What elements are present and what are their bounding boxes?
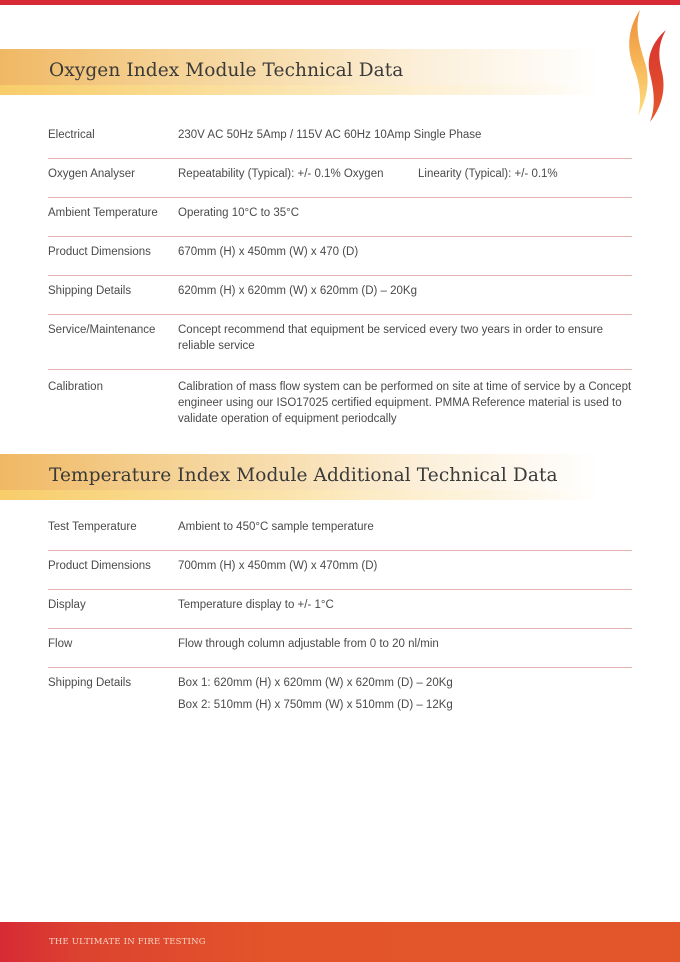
spec-label: Test Temperature [48,521,137,533]
spec-value: 670mm (H) x 450mm (W) x 470 (D) [178,246,359,258]
spec-value [178,675,632,713]
spec-value-box-1: Box 1: 620mm (H) x 620mm (W) x 620mm (D) – 20Kg [178,677,453,689]
flame-icon [620,8,670,126]
spec-row [48,124,632,159]
oxygen-index-spec-table [48,124,632,427]
spec-row [48,159,632,198]
spec-value: 700mm (H) x 450mm (W) x 470mm (D) [178,560,378,572]
temperature-index-spec-table [48,516,632,713]
spec-label: Product Dimensions [48,560,151,572]
spec-label: Flow [48,638,73,650]
spec-row [48,276,632,315]
spec-value: 620mm (H) x 620mm (W) x 620mm (D) – 20Kg [178,285,417,297]
footer-tagline: THE ULTIMATE IN FIRE TESTING [49,937,206,947]
spec-row [48,590,632,629]
spec-label: Service/Maintenance [48,324,156,336]
spec-row [48,668,632,713]
spec-value: Calibration of mass flow system can be performed on site at time of service by a Concept engineer using our ISO17025 certified equipment. PMMA Reference material is used to validate operation of equipment periodcally [178,381,632,425]
spec-label: Ambient Temperature [48,207,158,219]
spec-value: Concept recommend that equipment be serviced every two years in order to ensure reliable service [178,324,604,352]
spec-label: Calibration [48,381,103,393]
spec-label: Shipping Details [48,285,132,297]
section-header-band [0,49,600,95]
section-title-oxygen-index: Oxygen Index Module Technical Data [49,60,404,81]
section-header-band [0,454,600,500]
spec-row [48,237,632,276]
spec-row [48,198,632,237]
spec-label: Shipping Details [48,677,132,689]
spec-row [48,629,632,668]
spec-row [48,551,632,590]
spec-value-repeatability: Repeatability (Typical): +/- 0.1% Oxygen [178,168,384,180]
spec-value: Operating 10°C to 35°C [178,207,300,219]
spec-value-linearity: Linearity (Typical): +/- 0.1% [418,168,558,180]
spec-value [178,166,632,197]
top-accent-bar [0,0,680,5]
spec-label: Oxygen Analyser [48,168,135,180]
footer-bar [0,922,680,962]
spec-value: Flow through column adjustable from 0 to 20 nl/min [178,638,439,650]
section-title-temperature-index: Temperature Index Module Additional Technical Data [49,465,558,486]
spec-value: Temperature display to +/- 1°C [178,599,334,611]
spec-label: Product Dimensions [48,246,151,258]
spec-row [48,315,632,370]
spec-label: Electrical [48,129,95,141]
spec-label: Display [48,599,86,611]
spec-row [48,516,632,551]
spec-value-box-2: Box 2: 510mm (H) x 750mm (W) x 510mm (D) – 12Kg [178,699,453,711]
spec-value: Ambient to 450°C sample temperature [178,521,374,533]
spec-value: 230V AC 50Hz 5Amp / 115V AC 60Hz 10Amp Single Phase [178,129,482,141]
spec-row [48,370,632,427]
